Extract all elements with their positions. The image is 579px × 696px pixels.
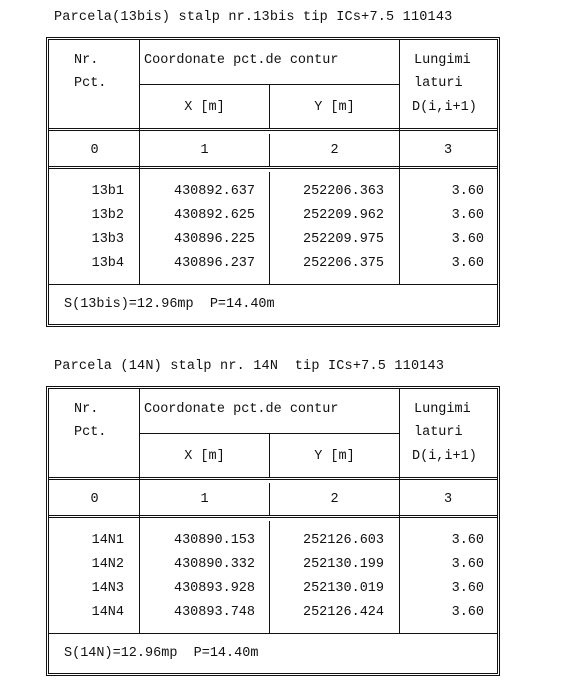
parcel-block-2 bbox=[0, 349, 579, 689]
summary-rule bbox=[49, 633, 497, 634]
header-y: Y [m] bbox=[314, 449, 355, 464]
col-index-0: 0 bbox=[90, 143, 99, 158]
row-point: 13b3 bbox=[91, 232, 124, 247]
header-coordinates: Coordonate pct.de contur bbox=[144, 402, 339, 417]
header-x: X [m] bbox=[184, 100, 225, 115]
header-laturi: laturi bbox=[414, 76, 463, 91]
row-y: 252209.975 bbox=[302, 232, 384, 247]
row-d: 3.60 bbox=[451, 581, 484, 596]
header-nr: Nr. bbox=[74, 53, 99, 68]
header-d: D(i,i+1) bbox=[412, 100, 477, 115]
area-perimeter-summary: S(13bis)=12.96mp P=14.40m bbox=[64, 297, 275, 312]
col-index-1: 1 bbox=[200, 143, 209, 158]
header-rule bbox=[140, 84, 399, 85]
parcel-title: Parcela(13bis) stalp nr.13bis tip ICs+7.5 110143 bbox=[54, 10, 453, 25]
row-y: 252206.375 bbox=[302, 256, 384, 271]
row-x: 430890.332 bbox=[173, 557, 255, 572]
row-point: 14N1 bbox=[91, 533, 124, 548]
row-x: 430896.237 bbox=[173, 256, 255, 271]
col-index-0: 0 bbox=[90, 492, 99, 507]
row-x: 430892.637 bbox=[173, 184, 255, 199]
row-x: 430890.153 bbox=[173, 533, 255, 548]
header-lungimi: Lungimi bbox=[414, 402, 471, 417]
header-lungimi: Lungimi bbox=[414, 53, 471, 68]
header-d: D(i,i+1) bbox=[412, 449, 477, 464]
header-nr: Nr. bbox=[74, 402, 99, 417]
index-double-rule bbox=[49, 166, 497, 169]
row-y: 252209.962 bbox=[302, 208, 384, 223]
row-point: 14N4 bbox=[91, 605, 124, 620]
col-index-1: 1 bbox=[200, 492, 209, 507]
header-rule bbox=[140, 433, 399, 434]
row-d: 3.60 bbox=[451, 232, 484, 247]
col-index-2: 2 bbox=[330, 492, 339, 507]
header-x: X [m] bbox=[184, 449, 225, 464]
row-x: 430892.625 bbox=[173, 208, 255, 223]
header-double-rule bbox=[49, 128, 497, 131]
summary-rule bbox=[49, 284, 497, 285]
row-d: 3.60 bbox=[451, 184, 484, 199]
row-point: 14N3 bbox=[91, 581, 124, 596]
row-x: 430893.748 bbox=[173, 605, 255, 620]
row-d: 3.60 bbox=[451, 256, 484, 271]
header-double-rule bbox=[49, 477, 497, 480]
header-y: Y [m] bbox=[314, 100, 355, 115]
col-index-3: 3 bbox=[443, 492, 453, 507]
row-point: 14N2 bbox=[91, 557, 124, 572]
row-d: 3.60 bbox=[451, 533, 484, 548]
row-d: 3.60 bbox=[451, 208, 484, 223]
row-point: 13b1 bbox=[91, 184, 124, 199]
index-double-rule bbox=[49, 515, 497, 518]
row-x: 430893.928 bbox=[173, 581, 255, 596]
header-coordinates: Coordonate pct.de contur bbox=[144, 53, 339, 68]
row-y: 252130.199 bbox=[302, 557, 384, 572]
row-y: 252206.363 bbox=[302, 184, 384, 199]
col-index-3: 3 bbox=[443, 143, 453, 158]
row-y: 252126.603 bbox=[302, 533, 384, 548]
row-y: 252130.019 bbox=[302, 581, 384, 596]
row-d: 3.60 bbox=[451, 557, 484, 572]
col-index-2: 2 bbox=[330, 143, 339, 158]
row-point: 13b4 bbox=[91, 256, 124, 271]
parcel-title: Parcela (14N) stalp nr. 14N tip ICs+7.5 110143 bbox=[54, 359, 445, 374]
area-perimeter-summary: S(14N)=12.96mp P=14.40m bbox=[64, 646, 259, 661]
row-d: 3.60 bbox=[451, 605, 484, 620]
header-pct: Pct. bbox=[74, 76, 107, 91]
header-pct: Pct. bbox=[74, 425, 107, 440]
parcel-block-1 bbox=[0, 0, 579, 340]
row-x: 430896.225 bbox=[173, 232, 255, 247]
row-y: 252126.424 bbox=[302, 605, 384, 620]
header-laturi: laturi bbox=[414, 425, 463, 440]
row-point: 13b2 bbox=[91, 208, 124, 223]
